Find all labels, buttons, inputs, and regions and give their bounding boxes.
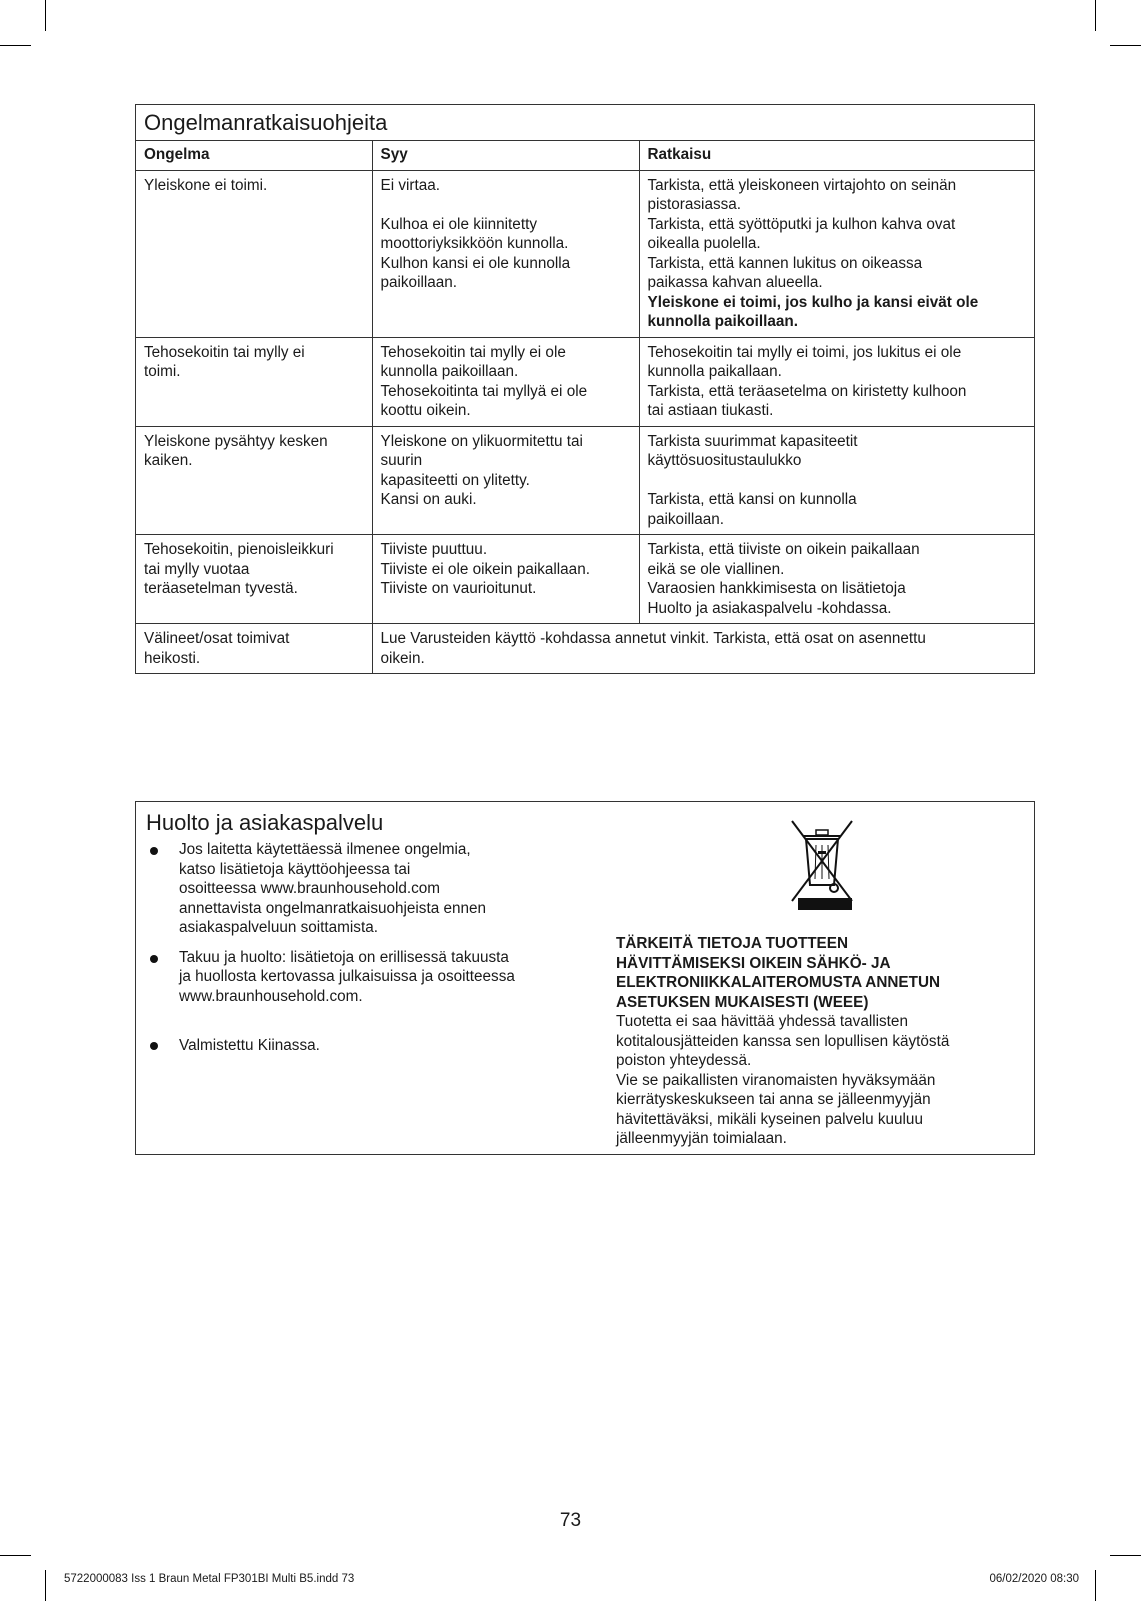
text-line: Kansi on auki. xyxy=(380,491,477,508)
text-line: poiston yhteydessä. xyxy=(616,1052,752,1069)
text-line: Välineet/osat toimivat xyxy=(144,630,290,647)
text-line: Huolto ja asiakaspalvelu -kohdassa. xyxy=(647,599,892,617)
text-line: koottu oikein. xyxy=(380,402,471,419)
problem-cell xyxy=(136,337,372,426)
footer-file-info: 5722000083 Iss 1 Braun Metal FP301BI Multi B5.indd 73 xyxy=(64,1573,355,1585)
text-line: eikä se ole viallinen. xyxy=(647,560,785,578)
text-line: Varaosien hankkimisesta on lisätietoja xyxy=(647,580,906,597)
text-line: Jos laitetta käytettäessä ilmenee ongelmia, xyxy=(179,841,471,858)
service-title: Huolto ja asiakaspalvelu xyxy=(146,810,384,835)
solution-cell xyxy=(639,337,1034,426)
crossed-out-wheelie-bin-icon xyxy=(788,817,856,905)
weee-notice xyxy=(616,934,1016,1149)
crop-mark xyxy=(1095,1570,1096,1601)
text-line xyxy=(648,471,1027,491)
weee-bar-marker xyxy=(798,898,852,910)
merged-solution-cell xyxy=(372,624,1034,674)
text-line: Tehosekoitin, pienoisleikkuri xyxy=(144,541,334,558)
service-bullet-list xyxy=(146,840,566,1065)
text-line: www.braunhousehold.com. xyxy=(179,987,363,1005)
text-line: Yleiskone pysähtyy kesken xyxy=(144,432,328,450)
text-line xyxy=(381,195,631,215)
text-line: toimi. xyxy=(144,363,181,380)
table-row xyxy=(136,337,1034,426)
text-line: suurin xyxy=(380,452,423,469)
text-line: Tehosekoitin tai mylly ei ole xyxy=(380,343,566,361)
bullet-dot-icon xyxy=(150,955,158,963)
weee-body xyxy=(616,1012,1016,1149)
text-line: oikein. xyxy=(380,649,425,667)
page-number: 73 xyxy=(559,1510,582,1531)
cause-cell xyxy=(372,337,639,426)
text-line: kunnolla paikoillaan. xyxy=(647,313,798,330)
crop-mark xyxy=(1110,1555,1141,1556)
text-line: kapasiteetti on ylitetty. xyxy=(380,471,530,489)
text-line: osoitteessa www.braunhousehold.com xyxy=(179,880,441,897)
text-line: katso lisätietoja käyttöohjeessa tai xyxy=(179,860,411,878)
text-line: Tiiviste on vaurioitunut. xyxy=(380,580,537,597)
footer-date: 06/02/2020 08:30 xyxy=(989,1573,1079,1585)
solution-cell xyxy=(639,170,1034,337)
text-line: Tarkista suurimmat kapasiteetit xyxy=(647,432,858,450)
text-line: ELEKTRONIIKKALAITEROMUSTA ANNETUN xyxy=(616,974,941,991)
text-line: Valmistettu Kiinassa. xyxy=(179,1036,320,1054)
text-line: Kulhoa ei ole kiinnitetty xyxy=(380,215,537,233)
text-line: paikoillaan. xyxy=(647,510,725,528)
text-line: Kulhon kansi ei ole kunnolla xyxy=(380,254,571,272)
text-line: Vie se paikallisten viranomaisten hyväksymään xyxy=(616,1071,936,1089)
text-line: HÄVITTÄMISEKSI OIKEIN SÄHKÖ- JA xyxy=(616,954,891,972)
crop-mark xyxy=(1095,0,1096,31)
problem-cell xyxy=(136,170,372,337)
text-line: annettavista ongelmanratkaisuohjeista ennen xyxy=(179,899,486,917)
header-problem: Ongelma xyxy=(136,141,372,170)
text-line: Ei virtaa. xyxy=(380,176,441,194)
table-row xyxy=(136,426,1034,535)
text-line: Tarkista, että teräasetelma on kiristetty kulhoon xyxy=(647,382,967,400)
problem-cell xyxy=(136,535,372,624)
text-line: Tiiviste puuttuu. xyxy=(380,541,488,558)
text-line xyxy=(179,1016,566,1036)
table-row xyxy=(136,170,1034,337)
text-line: Yleiskone ei toimi. xyxy=(144,176,268,194)
table-header-row xyxy=(136,141,1034,170)
table-row xyxy=(136,535,1034,624)
text-line: Tehosekoitin tai mylly ei xyxy=(144,343,305,361)
text-line: hävitettäväksi, mikäli kyseinen palvelu kuuluu xyxy=(616,1110,923,1128)
solution-cell xyxy=(639,535,1034,624)
text-line: Tehosekoitin tai mylly ei toimi, jos lukitus ei ole xyxy=(647,343,962,361)
text-line: Tarkista, että yleiskoneen virtajohto on seinän xyxy=(647,176,957,194)
bullet-dot-icon xyxy=(150,847,158,855)
text-line: ASETUKSEN MUKAISESTI (WEEE) xyxy=(616,993,869,1011)
cause-cell xyxy=(372,426,639,535)
solution-cell xyxy=(639,426,1034,535)
text-line: jälleenmyyjän toimialaan. xyxy=(616,1130,787,1147)
crop-mark xyxy=(0,1555,31,1556)
crop-mark xyxy=(0,45,31,46)
weee-heading xyxy=(616,934,1016,1012)
bullet-dot-icon xyxy=(150,1042,158,1050)
header-cause: Syy xyxy=(372,141,639,170)
text-line: käyttösuositustaulukko xyxy=(647,452,802,469)
text-line: teräasetelman tyvestä. xyxy=(144,580,298,597)
text-line: heikosti. xyxy=(144,649,201,667)
problem-cell xyxy=(136,624,372,674)
text-line: Tehosekoitinta tai myllyä ei ole xyxy=(380,382,588,400)
service-box xyxy=(135,801,1035,1155)
text-line: tai astiaan tiukasti. xyxy=(647,402,774,419)
text-line: moottoriyksikköön kunnolla. xyxy=(380,235,569,252)
text-line: paikoillaan. xyxy=(380,274,458,291)
text-line: kunnolla paikoillaan. xyxy=(380,363,519,380)
list-item xyxy=(146,948,566,1007)
list-item xyxy=(146,840,566,938)
text-line: paikassa kahvan alueella. xyxy=(647,274,823,291)
troubleshooting-table xyxy=(136,141,1034,673)
crop-mark xyxy=(1110,45,1141,46)
text-line: oikealla puolella. xyxy=(647,235,761,252)
text-line: Tarkista, että kannen lukitus on oikeassa xyxy=(647,254,923,272)
header-solution: Ratkaisu xyxy=(639,141,1034,170)
text-line: TÄRKEITÄ TIETOJA TUOTTEEN xyxy=(616,935,849,952)
text-line: Takuu ja huolto: lisätietoja on erillisessä takuusta xyxy=(179,948,509,966)
text-line: Tuotetta ei saa hävittää yhdessä tavallisten xyxy=(616,1013,908,1030)
text-line: Yleiskone on ylikuormitettu tai xyxy=(380,432,583,450)
troubleshooting-table-box xyxy=(135,104,1035,674)
problem-cell xyxy=(136,426,372,535)
text-line: tai mylly vuotaa xyxy=(144,560,250,578)
text-line: Tarkista, että syöttöputki ja kulhon kahva ovat xyxy=(647,215,956,233)
list-item xyxy=(146,1016,566,1055)
text-line: Tiiviste ei ole oikein paikallaan. xyxy=(380,560,590,578)
troubleshooting-title: Ongelmanratkaisuohjeita xyxy=(136,105,1034,141)
text-line: Yleiskone ei toimi, jos kulho ja kansi eivät ole xyxy=(647,293,979,311)
text-line: kunnolla paikallaan. xyxy=(647,363,782,380)
crop-mark xyxy=(45,1570,46,1601)
cause-cell xyxy=(372,170,639,337)
table-row xyxy=(136,624,1034,674)
text-line: kierrätyskeskukseen tai anna se jälleenmyyjän xyxy=(616,1091,931,1108)
text-line: Lue Varusteiden käyttö -kohdassa annetut vinkit. Tarkista, että osat on asennettu xyxy=(380,630,926,647)
cause-cell xyxy=(372,535,639,624)
text-line: kotitalousjätteiden kanssa sen lopullisen käytöstä xyxy=(616,1032,950,1050)
text-line: asiakaspalveluun soittamista. xyxy=(179,919,378,936)
crop-mark xyxy=(45,0,46,31)
text-line: kaiken. xyxy=(144,452,193,469)
text-line: pistorasiassa. xyxy=(647,196,742,213)
text-line: Tarkista, että tiiviste on oikein paikallaan xyxy=(647,541,920,558)
text-line: Tarkista, että kansi on kunnolla xyxy=(647,491,857,508)
text-line: ja huollosta kertovassa julkaisuissa ja osoitteessa xyxy=(179,968,515,985)
